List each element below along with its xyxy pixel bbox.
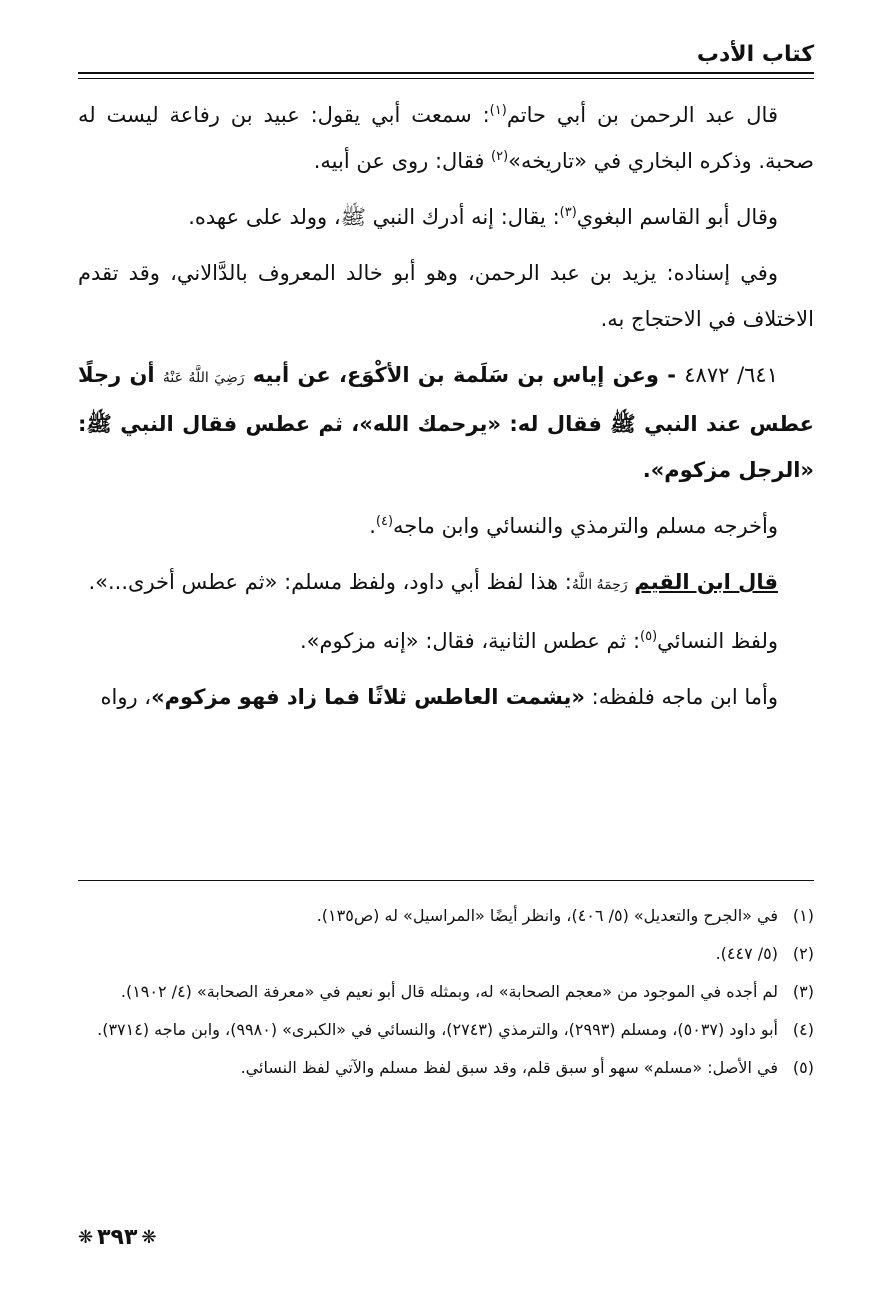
footnote-1 xyxy=(78,900,814,932)
footnote-4 xyxy=(78,1014,814,1046)
hadith-641 xyxy=(78,352,814,493)
footnote-ref-4[interactable]: (٤) xyxy=(375,514,394,529)
paragraph-ibn-al-qayyim xyxy=(78,559,814,608)
hadith-number: ٦٤١/ ٤٨٧٢ xyxy=(684,363,778,387)
ornament-icon: ❋ xyxy=(78,1227,94,1248)
footnote-text: في «الجرح والتعديل» (٥/ ٤٠٦)، وانظر أيضًا «المراسيل» له (ص١٣٥). xyxy=(316,906,778,925)
footnote-text: (٥/ ٤٤٧). xyxy=(715,944,778,963)
text-run: وفي إسناده: يزيد بن عبد الرحمن، وهو أبو خالد المعروف بالدَّالاني، وقد تقدم الاختلاف في الاحتجاج به. xyxy=(78,261,814,331)
page-number xyxy=(78,1225,156,1250)
paragraph-baghawi xyxy=(78,194,814,240)
footnote-2 xyxy=(78,938,814,970)
footnote-5 xyxy=(78,1052,814,1084)
paragraph-nasai xyxy=(78,618,814,664)
page-number-text: ٣٩٣ xyxy=(97,1225,138,1250)
honorific-glyph: رَحِمَهُ اللَّهُ xyxy=(571,577,628,593)
paragraph-isnad xyxy=(78,250,814,342)
ornament-icon: ❋ xyxy=(141,1227,157,1248)
text-run: قال عبد الرحمن بن أبي حاتم xyxy=(506,103,778,127)
footnote-3 xyxy=(78,976,814,1008)
text-run: فقال: روى عن أبيه. xyxy=(313,149,492,173)
text-run: : هذا لفظ أبي داود، ولفظ مسلم: «ثم عطس أخرى...». xyxy=(88,570,572,594)
hadith-text: - وعن إياس بن سَلَمة بن الأكْوَع، عن أبيه xyxy=(244,363,685,387)
text-run: : سمعت أبي يقول: عبيد بن رفاعة ليست له صحبة. وذكره البخاري في «تاريخه» xyxy=(78,103,814,173)
text-run: : ثم عطس الثانية، فقال: «إنه مزكوم». xyxy=(299,629,641,653)
text-run: ولفظ النسائي xyxy=(657,629,778,653)
footnote-text: أبو داود (٥٠٣٧)، ومسلم (٢٩٩٣)، والترمذي (٢٧٤٣)، والنسائي في «الكبرى» (٩٩٨٠)، وابن ماجه (٣٧١٤). xyxy=(97,1020,778,1039)
footnote-number: (٣) xyxy=(792,982,814,1001)
footnote-text: في الأصل: «مسلم» سهو أو سبق قلم، وقد سبق لفظ مسلم والآتي لفظ النسائي. xyxy=(240,1058,778,1077)
footnote-separator xyxy=(78,880,814,881)
text-run: . xyxy=(369,514,376,538)
running-header: كتاب الأدب xyxy=(696,42,814,67)
main-text xyxy=(78,92,814,730)
footnote-number: (١) xyxy=(792,906,814,925)
footnotes xyxy=(78,900,814,1090)
footnote-ref-3[interactable]: (٣) xyxy=(559,205,577,220)
paragraph-ibn-abi-hatim xyxy=(78,92,814,184)
header-rule-thin xyxy=(78,78,814,79)
honorific-glyph: رَضِيَ اللَّهُ عَنْهُ xyxy=(162,370,245,386)
text-run: وقال أبو القاسم البغوي xyxy=(576,205,778,229)
ibn-al-qayyim-label: قال ابن القيم xyxy=(634,570,778,594)
footnote-text: لم أجده في الموجود من «معجم الصحابة» له، وبمثله قال أبو نعيم في «معرفة الصحابة» (٤/ ١٩٠٢). xyxy=(120,982,778,1001)
footnote-ref-2[interactable]: (٢) xyxy=(491,149,509,164)
quoted-text: «يشمت العاطس ثلاثًا فما زاد فهو مزكوم» xyxy=(151,685,585,709)
paragraph-ibn-majah xyxy=(78,674,814,720)
text-run: وأما ابن ماجه فلفظه: xyxy=(584,685,778,709)
text-run: وأخرجه مسلم والترمذي والنسائي وابن ماجه xyxy=(393,514,778,538)
footnote-ref-5[interactable]: (٥) xyxy=(640,629,658,644)
header-rule-thick xyxy=(78,72,814,74)
footnote-number: (٥) xyxy=(792,1058,814,1077)
footnote-ref-1[interactable]: (١) xyxy=(489,103,507,118)
hadith-text: أن رجلًا عطس عند النبي ﷺ فقال له: «يرحمك الله»، ثم عطس فقال النبي ﷺ: «الرجل مزكوم». xyxy=(78,363,814,482)
footnote-number: (٢) xyxy=(792,944,814,963)
paragraph-takhrij xyxy=(78,503,814,549)
text-run: ، رواه xyxy=(100,685,152,709)
text-run: : يقال: إنه أدرك النبي ﷺ، وولد على عهده. xyxy=(188,205,560,229)
footnote-number: (٤) xyxy=(792,1020,814,1039)
